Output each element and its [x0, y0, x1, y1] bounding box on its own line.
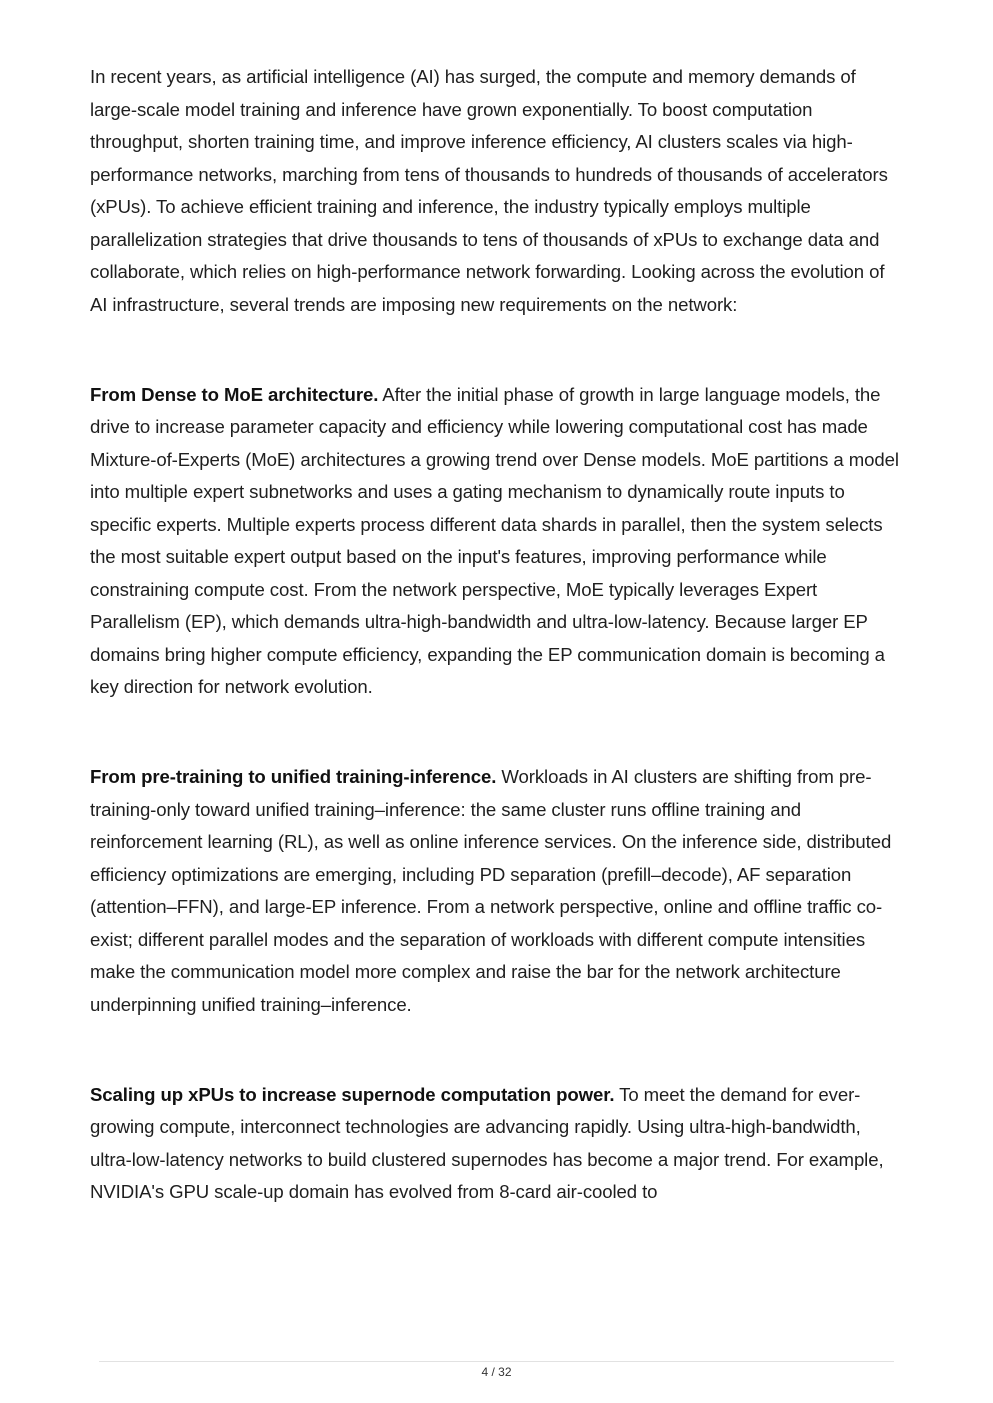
paragraph-text: Workloads in AI clusters are shifting from pre-training-only toward unified training–inference: the same cluster runs offline training and reinforcement learning (RL), as well as online inference services. On the inference side, distributed efficiency optimizations are emerging, including PD separation (prefill–decode), AF separation (attention–FFN), and large-EP inference. From a network perspective, online and offline traffic co-exist; different parallel modes and the separation of workloads with different compute intensities make the communication model more complex and raise the bar for the network architecture underpinning unified training–inference.: [90, 766, 892, 1015]
moe-trend-paragraph: [90, 379, 900, 704]
paragraph-text: After the initial phase of growth in large language models, the drive to increase parameter capacity and efficiency while lowering computational cost has made Mixture-of-Experts (MoE) architectures a growing trend over Dense models. MoE partitions a model into multiple expert subnetworks and uses a gating mechanism to dynamically route inputs to specific experts. Multiple experts process different data shards in parallel, then the system selects the most suitable expert output based on the input's features, improving performance while constraining compute cost. From the network perspective, MoE typically leverages Expert Parallelism (EP), which demands ultra-high-bandwidth and ultra-low-latency. Because larger EP domains bring higher compute efficiency, expanding the EP communication domain is becoming a key direction for network evolution.: [90, 383, 899, 697]
training-inference-trend-paragraph: [90, 761, 900, 1021]
paragraph-text: In recent years, as artificial intelligence (AI) has surged, the compute and memory demands of large-scale model training and inference have grown exponentially. To boost computation throughput, shorten training time, and improve inference efficiency, AI clusters scales via high-performance networks, marching from tens of thousands to hundreds of thousands of accelerators (xPUs). To achieve efficient training and inference, the industry typically employs multiple parallelization strategies that drive thousands to tens of thousands of xPUs to exchange data and collaborate, which relies on high-performance network forwarding. Looking across the evolution of AI infrastructure, several trends are imposing new requirements on the network:: [90, 66, 888, 315]
paragraph-heading: From Dense to MoE architecture.: [90, 383, 379, 405]
supernode-trend-paragraph: [90, 1079, 900, 1209]
page-number: 4 / 32: [481, 1365, 512, 1379]
body-content: [90, 61, 900, 1209]
footer-divider: [99, 1361, 894, 1362]
paragraph-heading: From pre-training to unified training-inference.: [90, 766, 497, 787]
paragraph-heading: Scaling up xPUs to increase supernode computation power.: [90, 1083, 615, 1105]
intro-paragraph: [90, 61, 900, 321]
paragraph-text: To meet the demand for ever-growing compute, interconnect technologies are advancing rapidly. Using ultra-high-bandwidth, ultra-low-latency networks to build clustered supernodes has become a major trend. For example, NVIDIA's GPU scale-up domain has evolved from 8-card air-cooled to: [90, 1083, 884, 1202]
